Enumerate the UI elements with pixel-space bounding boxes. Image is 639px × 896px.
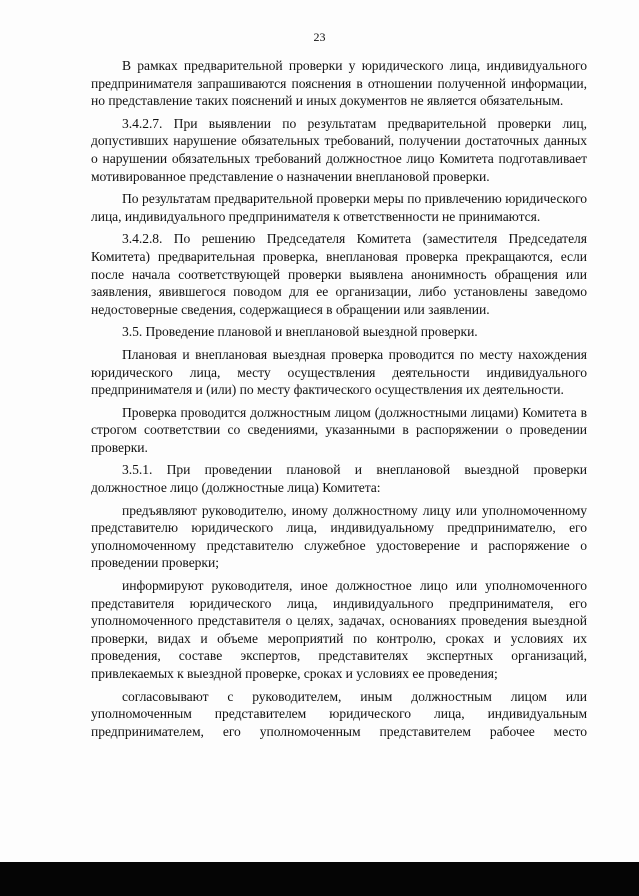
paragraph-8: 3.5.1. При проведении плановой и внеплановой выездной проверки должностное лицо (должностные лица) Комитета: (91, 462, 587, 496)
paragraph-2: 3.4.2.7. При выявлении по результатам предварительной проверки лиц, допустивших нарушение обязательных требований, получении достаточных данных о нарушении обязательных требований должностное лицо Комитета подготавливает мотивированное представление о назначении внеплановой проверки. (91, 115, 587, 184)
paragraph-10: информируют руководителя, иное должностное лицо или уполномоченного представителя юридического лица, индивидуального предпринимателя, его уполномоченного представителя о целях, задачах, основаниях проведения выездной проверки, видах и объеме мероприятий по контролю, сроках и условиях их проведения, составе экспертов, представителях экспертных организаций, привлекаемых к выездной проверке, сроках и условиях ее проведения; (91, 578, 587, 681)
paragraph-4: 3.4.2.8. По решению Председателя Комитета (заместителя Председателя Комитета) предварительная проверка, внеплановая проверка прекращаются, если после начала соответствующей проверки выявлена анонимность обращения или заявления, явившегося поводом для ее организации, либо установлены заведомо недостоверные сведения, содержащиеся в обращении или заявлении. (91, 231, 587, 317)
paragraph-5: 3.5. Проведение плановой и внеплановой выездной проверки. (122, 324, 478, 340)
paragraph-1: В рамках предварительной проверки у юридического лица, индивидуального предпринимателя запрашиваются пояснения в отношении полученной информации, но представление таких пояснений и иных документов не является обязательным. (91, 58, 587, 109)
paragraph-9: предъявляют руководителю, иному должностному лицу или уполномоченному представителю юридического лица, индивидуальному предпринимателю, его уполномоченному представителю служебное удостоверение и распоряжение о проведении проверки; (91, 502, 587, 571)
paragraph-7: Проверка проводится должностным лицом (должностными лицами) Комитета в строгом соответствии со сведениями, указанными в распоряжении о проведении проверки. (91, 404, 587, 455)
page-number: 23 (313, 30, 326, 44)
paragraph-3: По результатам предварительной проверки меры по привлечению юридического лица, индивидуального предпринимателя к ответственности не принимаются. (91, 191, 587, 224)
scan-bottom-border (0, 862, 639, 896)
document-body (91, 57, 587, 745)
paragraph-6: Плановая и внеплановая выездная проверка проводится по месту нахождения юридического лица, месту осуществления деятельности индивидуального предпринимателя и (или) по месту фактического осуществления их деятельности. (91, 346, 587, 398)
paragraph-11: согласовывают с руководителем, иным должностным лицом или уполномоченным представителем юридического лица, индивидуальным предпринимателем, его уполномоченным представителем рабочее место (91, 688, 587, 739)
